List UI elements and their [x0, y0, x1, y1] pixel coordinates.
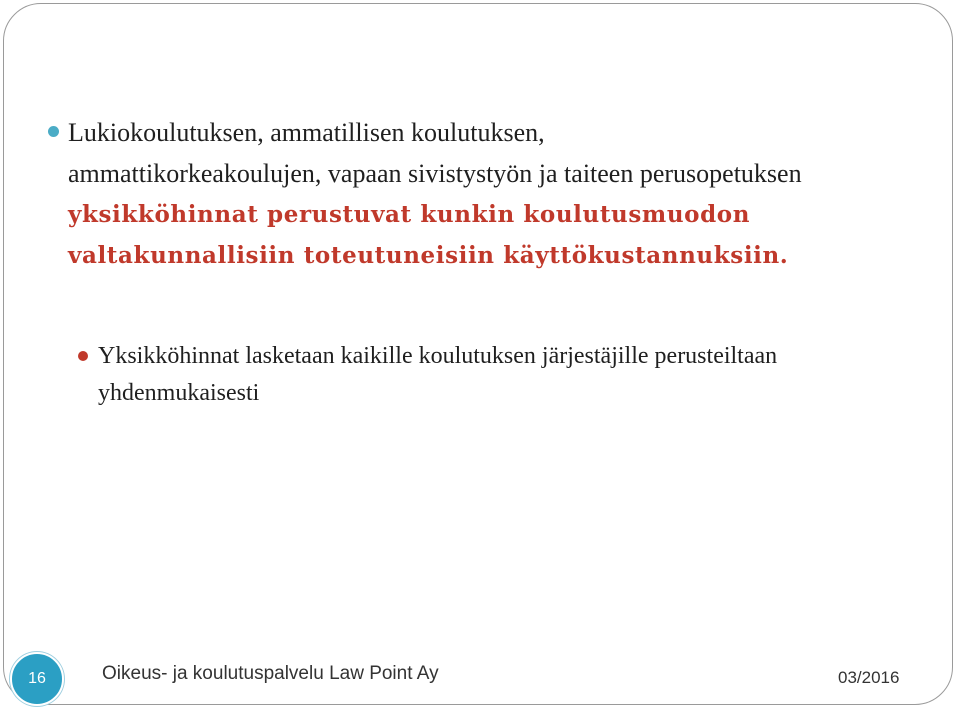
- page-number-badge: [10, 652, 64, 706]
- bullet2-line-1: Yksikköhinnat lasketaan kaikille koulutuksen järjestäjille perusteiltaan: [98, 343, 778, 369]
- page-number: 16: [28, 670, 46, 687]
- bullet-dot-icon: [48, 126, 59, 137]
- bullet1-line-1: Lukiokoulutuksen, ammatillisen koulutuksen,: [68, 118, 545, 147]
- sub-bullet-dot-icon: [78, 351, 88, 361]
- footer-organization: Oikeus- ja koulutuspalvelu Law Point Ay: [102, 663, 439, 684]
- main-content: [48, 112, 938, 276]
- bullet1-line-2: ammattikorkeakoulujen, vapaan sivistystyön ja taiteen perusopetuksen: [68, 159, 802, 188]
- bullet1-highlight-line-1: yksikköhinnat perustuvat kunkin koulutusmuodon: [68, 201, 751, 228]
- bullet1-highlight-line-2: valtakunnallisiin toteutuneisiin käyttökustannuksiin.: [68, 242, 789, 269]
- footer-date: 03/2016: [838, 668, 900, 687]
- bullet-item-1: [48, 112, 938, 276]
- bullet2-line-2: yhdenmukaisesti: [98, 380, 260, 406]
- bullet-item-2: [78, 338, 958, 412]
